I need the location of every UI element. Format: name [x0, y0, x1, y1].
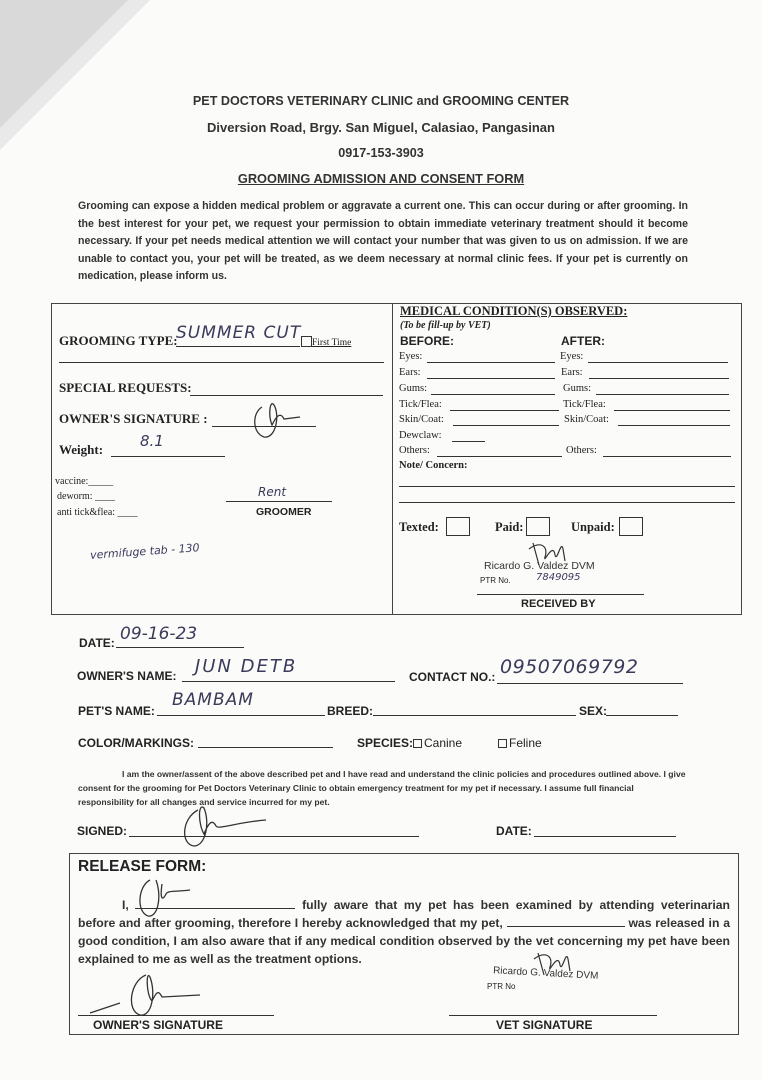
after-ears: Ears:: [561, 367, 583, 378]
before-gums-line[interactable]: [431, 394, 555, 395]
weight-value[interactable]: 8.1: [140, 432, 164, 450]
after-ears-line[interactable]: [589, 378, 729, 379]
grooming-type-extra-line: [59, 362, 384, 363]
texted-label: Texted:: [399, 520, 439, 534]
anti-tick-label: anti tick&flea: ____: [57, 507, 138, 518]
before-dewclaw-line[interactable]: [452, 441, 485, 442]
contact-line: [497, 683, 683, 684]
before-skin-line[interactable]: [453, 425, 559, 426]
feline-label: Feline: [509, 736, 542, 750]
note-line-2[interactable]: [399, 502, 735, 503]
before-tick-line[interactable]: [450, 410, 559, 411]
after-others: Others:: [566, 445, 597, 456]
grooming-type-value[interactable]: SUMMER CUT: [176, 323, 302, 343]
release-vet-name-stamp: Ricardo G. Valdez DVM: [492, 965, 599, 982]
after-gums-line[interactable]: [596, 394, 729, 395]
owner-signature-label: OWNER'S SIGNATURE :: [59, 411, 208, 426]
grooming-type-label: GROOMING TYPE:: [59, 333, 178, 348]
grooming-type-line: [176, 346, 300, 347]
date-value[interactable]: 09-16-23: [120, 624, 198, 644]
pet-name-label: PET'S NAME:: [78, 704, 155, 718]
release-text-3: was released in a good condition, I am also aware that if any medical condition observed by the vet concerning my pet have been explained to me as well as the treatment options.: [78, 916, 730, 966]
note-line-1[interactable]: [399, 486, 735, 487]
owner-name-label: OWNER'S NAME:: [77, 669, 177, 683]
received-by-label: RECEIVED BY: [521, 598, 596, 610]
note-concern-label: Note/ Concern:: [399, 460, 468, 471]
groomer-value[interactable]: Rent: [258, 485, 287, 499]
before-eyes-line[interactable]: [427, 362, 555, 363]
owner-release-signature-label: OWNER'S SIGNATURE: [93, 1018, 223, 1032]
vet-name-stamp: Ricardo G. Valdez DVM: [484, 560, 595, 572]
vet-release-signature-line[interactable]: [449, 1015, 657, 1016]
pet-name-line: [157, 715, 325, 716]
color-markings-label: COLOR/MARKINGS:: [78, 736, 194, 750]
after-skin: Skin/Coat:: [564, 414, 609, 425]
after-tick: Tick/Flea:: [563, 399, 606, 410]
signed-line[interactable]: [129, 836, 419, 837]
groomer-line: [226, 501, 332, 502]
before-skin: Skin/Coat:: [399, 414, 444, 425]
pet-name-value[interactable]: BAMBAM: [172, 690, 254, 710]
admission-box: [51, 303, 742, 615]
paid-checkbox[interactable]: [526, 517, 550, 536]
signed-date-line[interactable]: [534, 836, 676, 837]
before-gums: Gums:: [399, 383, 428, 394]
first-time-label: First Time: [312, 338, 352, 348]
after-others-line[interactable]: [603, 456, 731, 457]
before-ears: Ears:: [399, 367, 421, 378]
release-name-scribble: [136, 872, 196, 920]
medical-title: MEDICAL CONDITION(S) OBSERVED:: [400, 304, 628, 318]
species-label: SPECIES:: [357, 736, 414, 750]
special-requests-label: SPECIAL REQUESTS:: [59, 380, 192, 395]
signed-label: SIGNED:: [77, 824, 128, 838]
before-others: Others:: [399, 445, 430, 456]
release-pet-name-blank[interactable]: [507, 916, 625, 927]
ptr-label: PTR No.: [480, 576, 511, 585]
release-text-2: fully aware that my pet has been examined by attending veterinarian before and after grooming, therefore I hereby acknowledged that my pet,: [78, 898, 731, 930]
vaccine-label: vaccine:_____: [55, 476, 114, 487]
form-title: GROOMING ADMISSION AND CONSENT FORM: [237, 171, 525, 186]
canine-label: Canine: [424, 736, 463, 750]
vet-release-signature-label: VET SIGNATURE: [496, 1018, 593, 1032]
paid-label: Paid:: [495, 520, 524, 534]
contact-label: CONTACT NO.:: [409, 670, 496, 684]
owner-release-signature-line[interactable]: [78, 1015, 274, 1016]
handwritten-note: vermifuge tab - 130: [89, 541, 200, 562]
intro-paragraph: Grooming can expose a hidden medical problem or aggravate a current one. This can occur during or after grooming. In the best interest for your pet, we request your permission to obtain immediate veterinary treatment should it become necessary. If your pet needs medical attention we will contact your number that was given to us on admission. If we are unable to contact you, your pet will be treated, as we deem necessary at normal clinic fees. If your pet is currently on medication, please inform us.: [78, 200, 688, 283]
column-divider: [392, 303, 393, 614]
deworm-label: deworm: ____: [57, 491, 116, 502]
signed-signature-scribble: [178, 800, 273, 850]
canine-checkbox[interactable]: [413, 739, 422, 748]
before-others-line[interactable]: [437, 456, 562, 457]
consent-paragraph: I am the owner/assent of the above described pet and I have read and understand the clinic policies and procedures outlined above. I give consent for the grooming for Pet Doctors Veterinary Clinic to obtain emergency treatment for my pet if necessary. I assume full financial responsibility for all changes and service incurred for my pet.: [78, 769, 686, 807]
unpaid-checkbox[interactable]: [619, 517, 643, 536]
after-tick-line[interactable]: [614, 410, 730, 411]
clinic-phone: 0917-153-3903: [338, 146, 424, 160]
weight-line: [111, 456, 225, 457]
groomer-label: GROOMER: [256, 506, 312, 518]
first-time-checkbox[interactable]: [301, 336, 312, 347]
owner-name-value[interactable]: JUN DETB: [195, 656, 298, 677]
before-eyes: Eyes:: [399, 351, 423, 362]
breed-line[interactable]: [373, 715, 576, 716]
feline-checkbox[interactable]: [498, 739, 507, 748]
medical-subtitle: (To be fill-up by VET): [400, 320, 491, 331]
after-eyes: Eyes:: [560, 351, 584, 362]
weight-label: Weight:: [59, 442, 104, 457]
before-ears-line[interactable]: [427, 378, 555, 379]
color-markings-line[interactable]: [198, 747, 333, 748]
clinic-address: Diversion Road, Brgy. San Miguel, Calasiao, Pangasinan: [207, 120, 555, 135]
contact-value[interactable]: 09507069792: [500, 656, 639, 678]
after-eyes-line[interactable]: [588, 362, 728, 363]
date-label: DATE:: [79, 636, 115, 650]
release-title: RELEASE FORM:: [78, 858, 207, 875]
clinic-name: PET DOCTORS VETERINARY CLINIC and GROOMING CENTER: [192, 94, 570, 108]
before-dewclaw: Dewclaw:: [399, 430, 442, 441]
release-ptr-label: PTR No: [487, 982, 516, 991]
sex-line[interactable]: [606, 715, 678, 716]
after-label: AFTER:: [561, 334, 605, 348]
owner-name-line: [182, 681, 395, 682]
after-gums: Gums:: [563, 383, 592, 394]
date-line: [116, 647, 244, 648]
breed-label: BREED:: [327, 704, 374, 718]
before-tick: Tick/Flea:: [399, 399, 442, 410]
received-by-line: [477, 594, 644, 595]
owner-release-signature-scribble: [90, 965, 210, 1020]
sex-label: SEX:: [579, 704, 608, 718]
owner-signature-scribble: [250, 395, 310, 440]
before-label: BEFORE:: [400, 334, 454, 348]
texted-checkbox[interactable]: [446, 517, 470, 536]
signed-date-label: DATE:: [496, 824, 532, 838]
release-text-1: I,: [122, 898, 129, 912]
ptr-value: 7849095: [536, 572, 581, 583]
unpaid-label: Unpaid:: [571, 520, 615, 534]
after-skin-line[interactable]: [618, 425, 730, 426]
